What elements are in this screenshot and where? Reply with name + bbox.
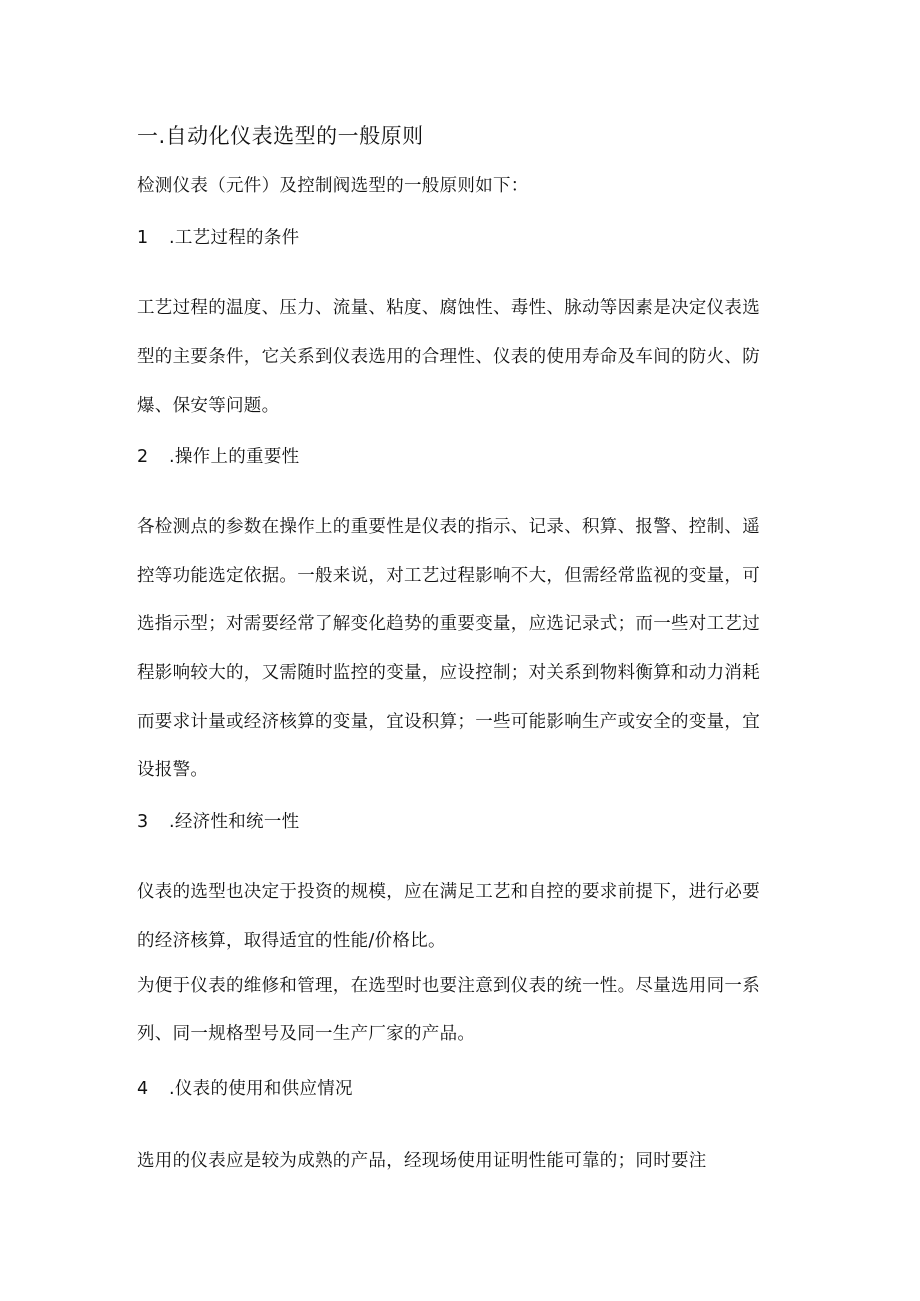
- section-1-heading: [137, 226, 299, 250]
- intro-paragraph: 检测仪表（元件）及控制阀选型的一般原则如下：: [137, 176, 529, 196]
- section-2-line-3: 选指示型；对需要经常了解变化趋势的重要变量，应选记录式；而一些对工艺过: [137, 614, 760, 634]
- section-2-line-2: 控等功能选定依据。一般来说，对工艺过程影响不大，但需经常监视的变量，可: [137, 566, 760, 586]
- section-1-line-1: 工艺过程的温度、压力、流量、粘度、腐蚀性、毒性、脉动等因素是决定仪表选: [137, 298, 760, 318]
- section-4-number: 4: [137, 1079, 149, 1099]
- section-3-heading-text: .经济性和统一性: [169, 812, 300, 832]
- section-4-heading: [137, 1077, 353, 1101]
- section-1-line-3: 爆、保安等问题。: [137, 396, 280, 416]
- section-4-heading-text: .仪表的使用和供应情况: [169, 1079, 353, 1099]
- section-2-line-1: 各检测点的参数在操作上的重要性是仪表的指示、记录、积算、报警、控制、遥: [137, 517, 760, 537]
- section-4-line-1: 选用的仪表应是较为成熟的产品，经现场使用证明性能可靠的；同时要注: [137, 1151, 707, 1171]
- section-3-line-1: 仪表的选型也决定于投资的规模，应在满足工艺和自控的要求前提下，进行必要: [137, 882, 760, 902]
- section-3-line-3: 为便于仪表的维修和管理，在选型时也要注意到仪表的统一性。尽量选用同一系: [137, 976, 760, 996]
- section-3-line-2: 的经济核算，取得适宜的性能/价格比。: [137, 931, 446, 951]
- section-2-line-5: 而要求计量或经济核算的变量，宜设积算；一些可能影响生产或安全的变量，宜: [137, 712, 760, 732]
- section-3-number: 3: [137, 812, 149, 832]
- section-2-line-6: 设报警。: [137, 760, 209, 780]
- section-2-heading-text: .操作上的重要性: [169, 447, 300, 467]
- section-3-line-4: 列、同一规格型号及同一生产厂家的产品。: [137, 1024, 476, 1044]
- section-2-number: 2: [137, 447, 149, 467]
- section-2-heading: [137, 445, 299, 469]
- section-1-heading-text: .工艺过程的条件: [169, 228, 300, 248]
- section-2-line-4: 程影响较大的，又需随时监控的变量，应设控制；对关系到物料衡算和动力消耗: [137, 663, 760, 683]
- document-title: 一.自动化仪表选型的一般原则: [137, 124, 424, 148]
- section-3-heading: [137, 810, 299, 834]
- section-1-line-2: 型的主要条件，它关系到仪表选用的合理性、仪表的使用寿命及车间的防火、防: [137, 347, 760, 367]
- section-1-number: 1: [137, 228, 149, 248]
